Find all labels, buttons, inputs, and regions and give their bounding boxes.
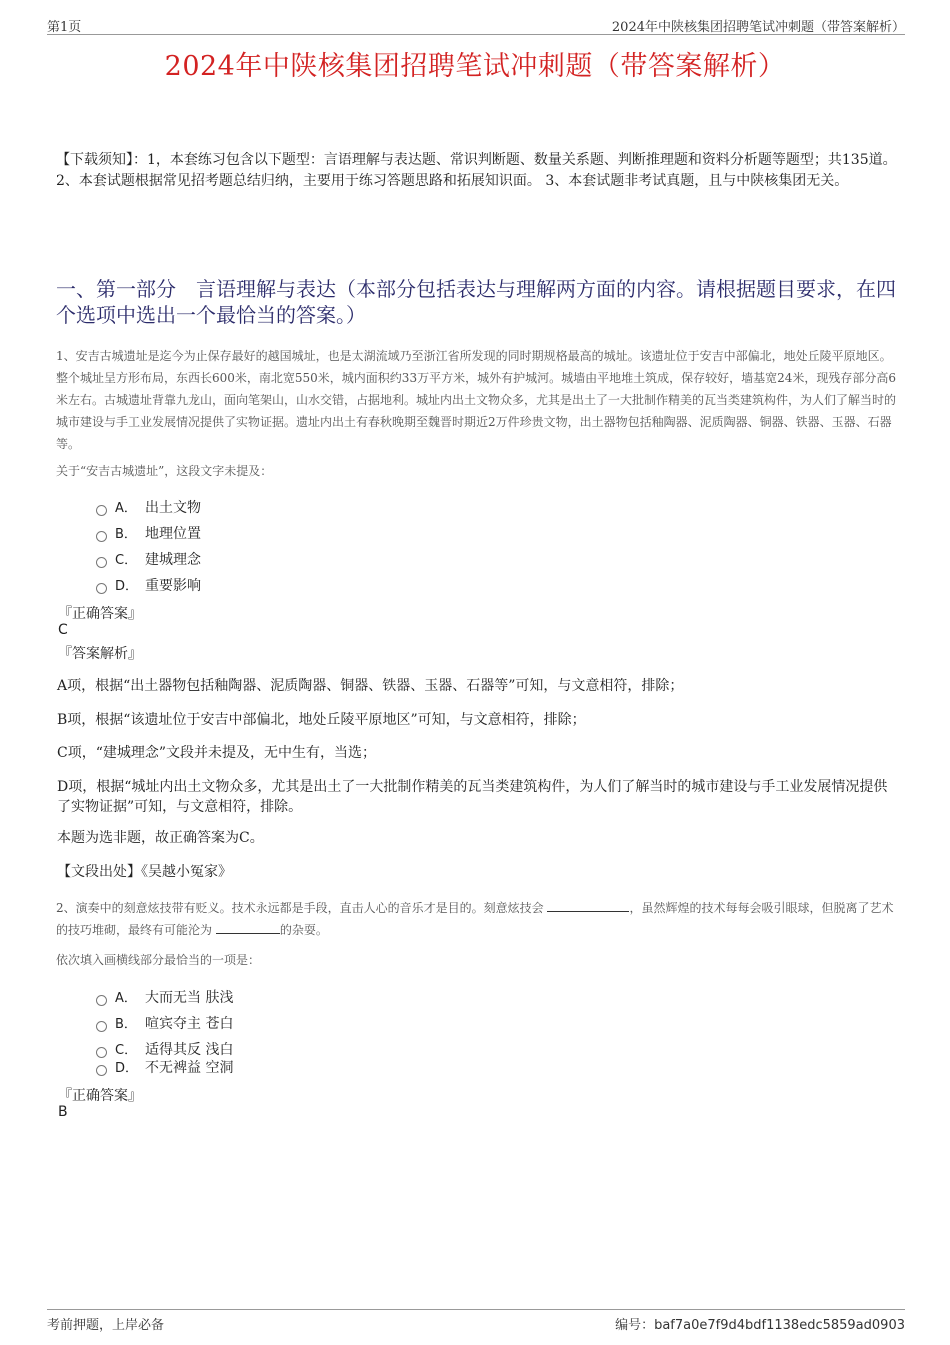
q2-option-a[interactable]: [96, 987, 233, 1007]
download-notice: 【下载须知】：1，本套练习包含以下题型：言语理解与表达题、常识判断题、数量关系题、判断推理题和资料分析题等题型；共135道。 2、本套试题根据常见招考题总结归纳，主要用于练习答题思路和拓展知识面。 3、本套试题非考试真题，且与中陕核集团无关。: [56, 152, 897, 189]
question-2-stem: 依次填入画横线部分最恰当的一项是：: [56, 953, 261, 967]
q2-answer-label: 『正确答案』: [58, 1088, 142, 1104]
q1-analysis-d: D项，根据“城址内出土文物众多，尤其是出土了一大批制作精美的瓦当类建筑构件，为人们了解当时的城市建设与手工业发展情况提供了实物证据”可知，与文意相符，排除。: [57, 779, 888, 815]
question-1-stem: 关于“安吉古城遗址”，这段文字未提及：: [56, 464, 273, 478]
option-letter: B．: [115, 1017, 137, 1032]
option-letter: A．: [115, 991, 137, 1006]
q1-option-a[interactable]: [96, 497, 201, 517]
document-id: 编号：baf7a0e7f9d4bdf1138edc5859ad0903: [615, 1318, 905, 1333]
option-text: 建城理念: [145, 552, 201, 568]
q2-passage-part-3: 的杂耍。: [279, 923, 328, 937]
q2-option-c[interactable]: [96, 1039, 233, 1059]
page-number: 第1页: [47, 20, 82, 35]
option-letter: C．: [115, 1043, 138, 1058]
radio-icon[interactable]: [96, 1021, 107, 1032]
q2-blank-2: [216, 921, 280, 934]
page-footer: [47, 1309, 905, 1334]
radio-icon[interactable]: [96, 1047, 107, 1058]
radio-icon[interactable]: [96, 557, 107, 568]
q1-analysis-a: A项，根据“出土器物包括釉陶器、泥质陶器、铜器、铁器、玉器、石器等”可知，与文意相符，排除；: [57, 678, 684, 694]
page-header: [47, 14, 905, 35]
q2-blank-1: [547, 899, 629, 912]
option-text: 重要影响: [145, 578, 201, 594]
q2-passage-part-1: 2、演奏中的刻意炫技带有贬义。技术永远都是手段，直击人心的音乐才是目的。刻意炫技会: [56, 901, 544, 915]
option-letter: A．: [115, 501, 137, 516]
option-letter: D．: [115, 579, 139, 594]
option-text: 出土文物: [145, 500, 201, 516]
q2-answer: B: [58, 1104, 68, 1120]
q2-option-d[interactable]: [96, 1057, 233, 1077]
header-doc-title: 2024年中陕核集团招聘笔试冲刺题（带答案解析）: [611, 20, 905, 35]
radio-icon[interactable]: [96, 995, 107, 1006]
footer-slogan: 考前押题，上岸必备: [47, 1318, 165, 1333]
q1-conclusion: 本题为选非题，故正确答案为C。: [57, 830, 264, 846]
q1-answer-label: 『正确答案』: [58, 606, 142, 622]
q1-option-c[interactable]: [96, 549, 201, 569]
q1-option-d[interactable]: [96, 575, 201, 595]
question-2-passage: [56, 897, 898, 941]
option-letter: D．: [115, 1061, 139, 1076]
q2-passage-part-2: ，虽然辉煌的技术每每会吸引眼球，但脱离了艺术的技巧堆砌，最终有可能沦为: [56, 901, 894, 937]
document-title: 2024年中陕核集团招聘笔试冲刺题（带答案解析）: [164, 51, 786, 82]
q1-answer: C: [58, 622, 68, 638]
section-heading: 一、第一部分 言语理解与表达（本部分包括表达与理解两方面的内容。请根据题目要求，在四个选项中选出一个最恰当的答案。）: [56, 277, 896, 327]
q2-option-b[interactable]: [96, 1013, 233, 1033]
option-text: 地理位置: [145, 526, 201, 542]
q1-option-b[interactable]: [96, 523, 201, 543]
question-1-passage: 1、安吉古城遗址是迄今为止保存最好的越国城址，也是太湖流域乃至浙江省所发现的同时期规格最高的城址。该遗址位于安吉中部偏北，地处丘陵平原地区。整个城址呈方形布局，东西长600米，南北宽550米，城内面积约33万平方米，城外有护城河。城墙由平地堆土筑成，保存较好，墙基宽24米，现残存部分高6米左右。古城遗址背靠九龙山，面向笔架山，山水交错，占据地利。城址内出土文物众多，尤其是出土了一大批制作精美的瓦当类建筑构件，为人们了解当时的城市建设与手工业发展情况提供了实物证据。遗址内出土有春秋晚期至魏晋时期近2万件珍贵文物，出土器物包括釉陶器、泥质陶器、铜器、铁器、玉器、石器等。: [56, 349, 897, 451]
radio-icon[interactable]: [96, 531, 107, 542]
option-text: 适得其反 浅白: [145, 1042, 234, 1058]
option-text: 不无裨益 空洞: [145, 1060, 234, 1076]
radio-icon[interactable]: [96, 505, 107, 516]
q1-analysis-c: C项，“建城理念”文段并未提及，无中生有，当选；: [57, 745, 377, 761]
radio-icon[interactable]: [96, 1065, 107, 1076]
option-letter: B．: [115, 527, 137, 542]
radio-icon[interactable]: [96, 583, 107, 594]
q1-analysis-label: 『答案解析』: [58, 646, 142, 662]
option-text: 喧宾夺主 苍白: [145, 1016, 234, 1032]
option-letter: C．: [115, 553, 138, 568]
q1-analysis-b: B项，根据“该遗址位于安吉中部偏北，地处丘陵平原地区”可知，与文意相符，排除；: [57, 712, 586, 728]
option-text: 大而无当 肤浅: [145, 990, 234, 1006]
q1-source: 【文段出处】《吴越小冤家》: [57, 864, 232, 880]
